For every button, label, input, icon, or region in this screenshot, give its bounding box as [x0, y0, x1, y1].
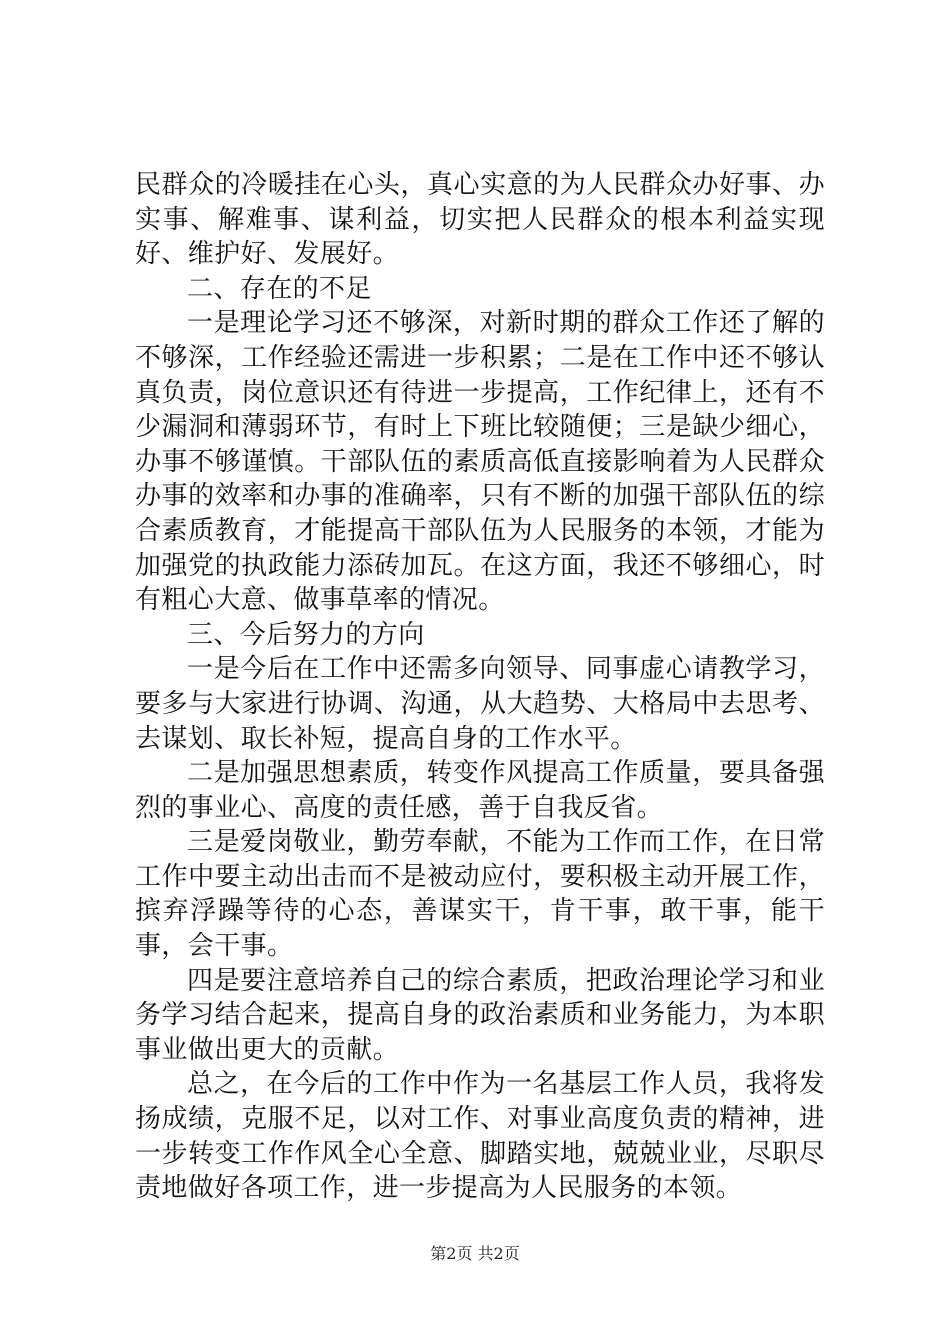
paragraph-shortcomings: 一是理论学习还不够深，对新时期的群众工作还了解的不够深，工作经验还需进一步积累；二是在工作中还不够认真负责，岗位意识还有待进一步提高，工作纪律上，还有不少漏洞和薄弱环节，有时上下班比较随便；三是缺少细心，办事不够谨慎。干部队伍的素质高低直接影响着为人民群众办事的效率和办事的准确率，只有不断的加强干部队伍的综合素质教育，才能提高干部队伍为人民服务的本领，才能为加强党的执政能力添砖加瓦。在这方面，我还不够细心，时有粗心大意、做事草率的情况。: [135, 308, 825, 616]
paragraph-direction-1: 一是今后在工作中还需多向领导、同事虚心请教学习，要多与大家进行协调、沟通，从大趋势、大格局中去思考、去谋划、取长补短，提高自身的工作水平。: [135, 654, 825, 754]
paragraph-direction-2: 二是加强思想素质，转变作风提高工作质量，要具备强烈的事业心、高度的责任感，善于自我反省。: [135, 758, 825, 823]
paragraph-direction-4: 四是要注意培养自己的综合素质，把政治理论学习和业务学习结合起来，提高自身的政治素质和业务能力，为本职事业做出更大的贡献。: [135, 965, 825, 1065]
page-number-footer: 第2页 共2页: [430, 1244, 520, 1263]
paragraph-conclusion: 总之，在今后的工作中作为一名基层工作人员，我将发扬成绩，克服不足，以对工作、对事业高度负责的精神，进一步转变工作作风全心全意、脚踏实地，兢兢业业，尽职尽责地做好各项工作，进一步提高为人民服务的本领。: [135, 1069, 825, 1204]
section-heading-direction: 三、今后努力的方向: [187, 619, 425, 650]
section-heading-shortcomings: 二、存在的不足: [187, 273, 372, 304]
paragraph-continued: 民群众的冷暖挂在心头，真心实意的为人民群众办好事、办实事、解难事、谋利益，切实把人民群众的根本利益实现好、维护好、发展好。: [135, 170, 825, 270]
document-body: [135, 168, 825, 1206]
paragraph-direction-3: 三是爱岗敬业，勤劳奉献，不能为工作而工作，在日常工作中要主动出击而不是被动应付，要积极主动开展工作，摈弃浮躁等待的心态，善谋实干，肯干事，敢干事，能干事，会干事。: [135, 827, 825, 962]
